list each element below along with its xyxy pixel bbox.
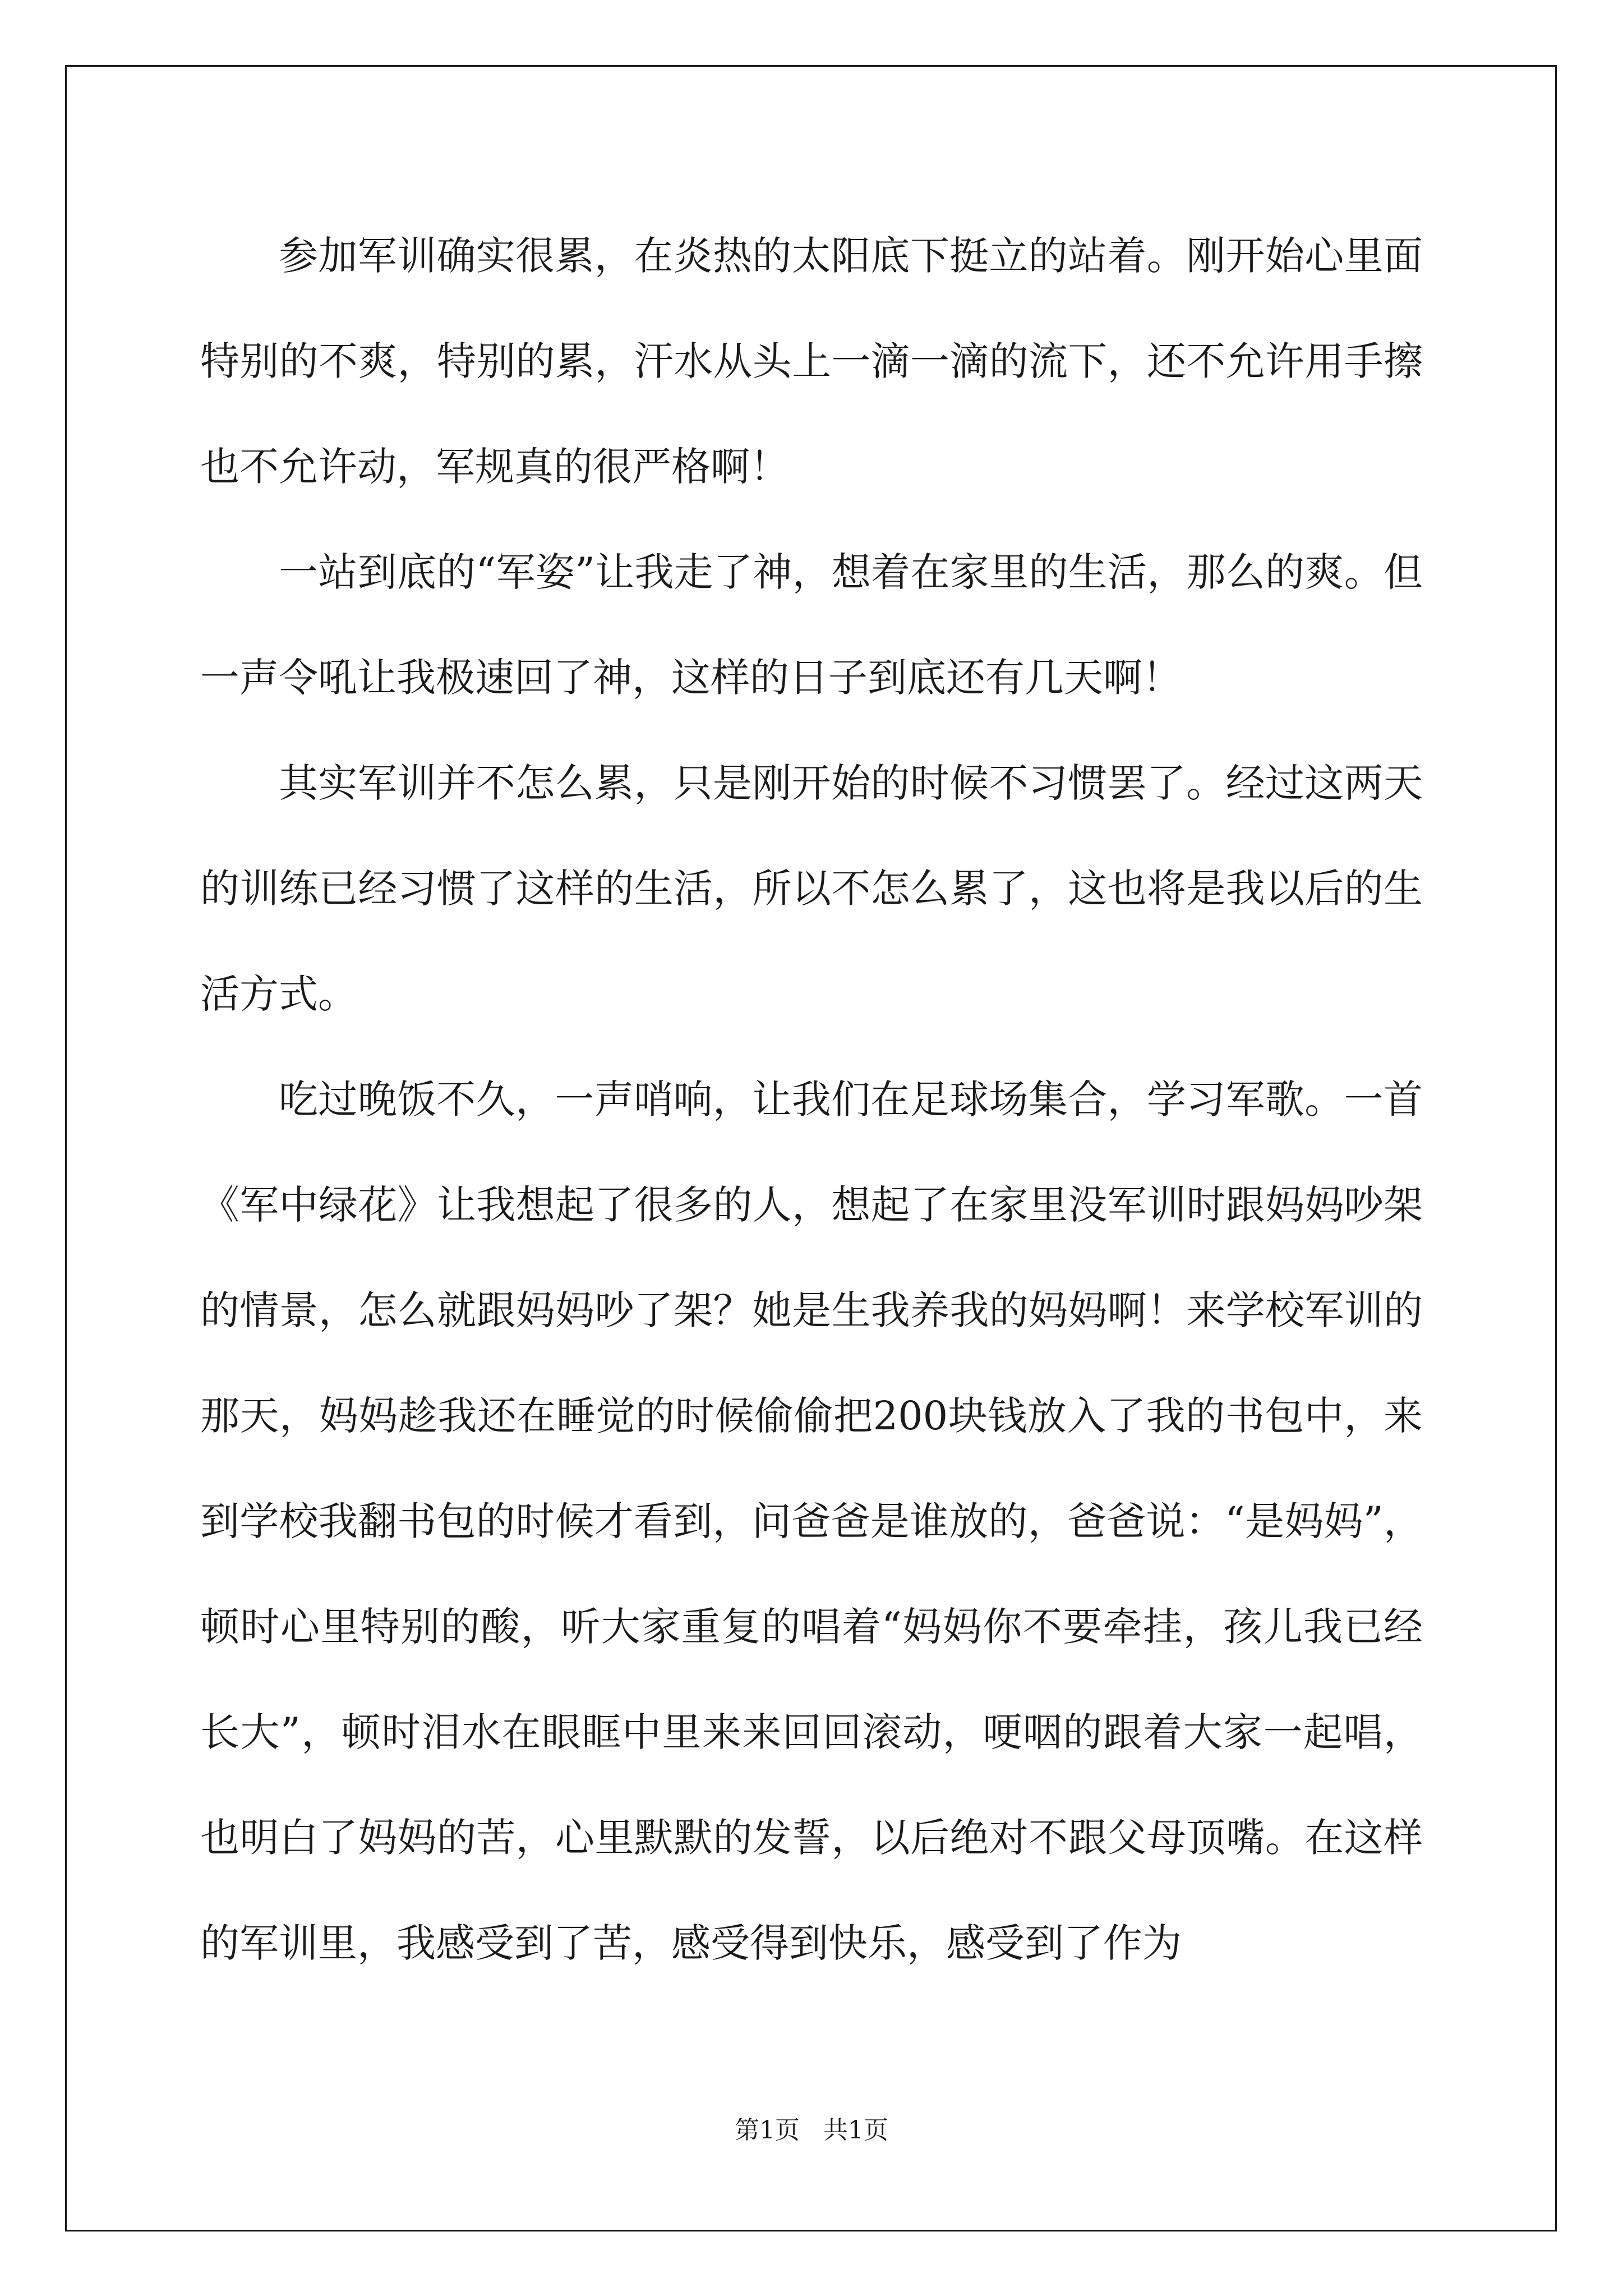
paragraph-4: 吃过晚饭不久，一声哨响，让我们在足球场集合，学习军歌。一首《军中绿花》让我想起了很多的人，想起了在家里没军训时跟妈妈吵架的情景，怎么就跟妈妈吵了架？她是生我养我的妈妈啊！来学校军训的那天，妈妈趁我还在睡觉的时候偷偷把200块钱放入了我的书包中，来到学校我翻书包的时候才看到，问爸爸是谁放的，爸爸说：“是妈妈”，顿时心里特别的酸，听大家重复的唱着“妈妈你不要牵挂，孩儿我已经长大”，顿时泪水在眼眶中里来来回回滚动，哽咽的跟着大家一起唱，也明白了妈妈的苦，心里默默的发誓，以后绝对不跟父母顶嘴。在这样的军训里，我感受到了苦，感受得到快乐，感受到了作为: [200, 1076, 1423, 1966]
paragraph-3: 其实军训并不怎么累，只是刚开始的时候不习惯罢了。经过这两天的训练已经习惯了这样的生活，所以不怎么累了，这也将是我以后的生活方式。: [200, 760, 1423, 1017]
page-footer: 第1页 共1页: [735, 2116, 888, 2145]
paragraph-1: 参加军训确实很累，在炎热的太阳底下挺立的站着。刚开始心里面特别的不爽，特别的累，汗水从头上一滴一滴的流下，还不允许用手擦也不允许动，军规真的很严格啊！: [200, 233, 1423, 490]
document-body: [200, 203, 1423, 1996]
paragraph-2: 一站到底的“军姿”让我走了神，想着在家里的生活，那么的爽。但一声令吼让我极速回了神，这样的日子到底还有几天啊！: [200, 549, 1423, 701]
